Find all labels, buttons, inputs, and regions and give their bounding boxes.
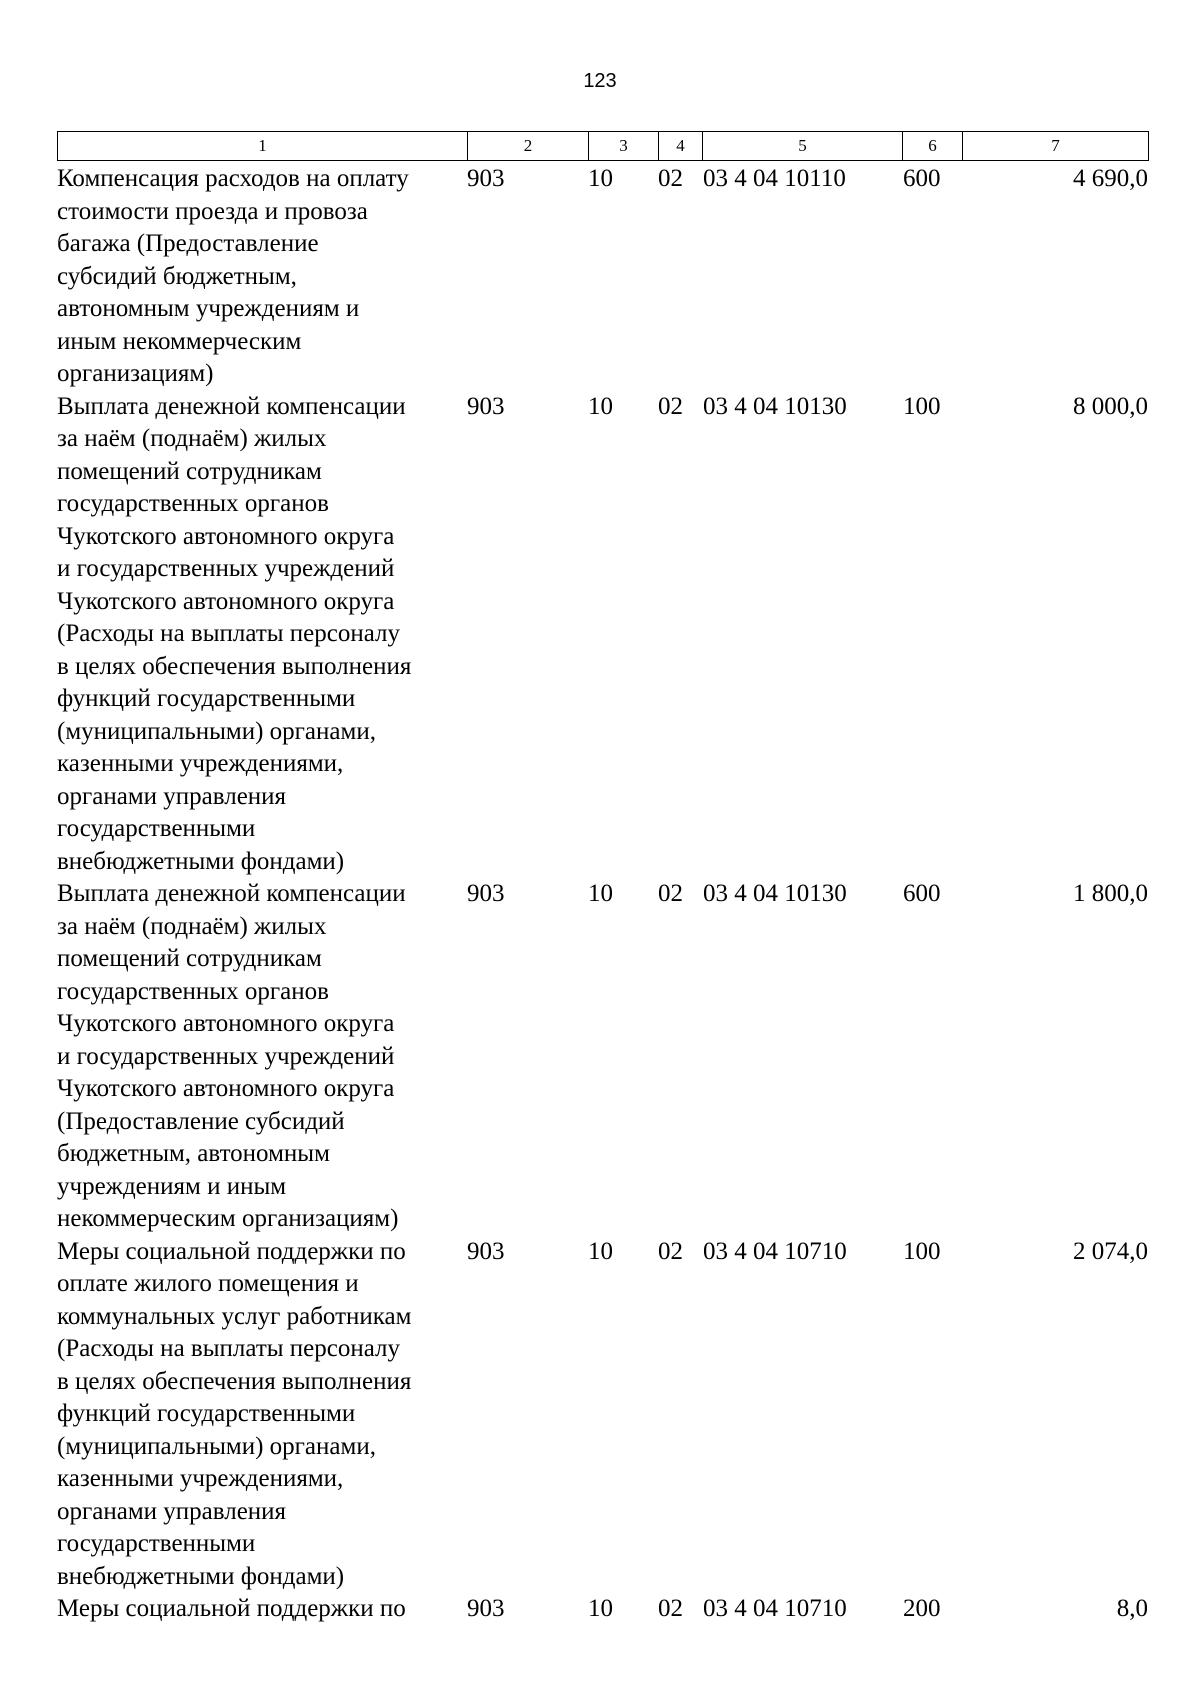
row-name-line: помещений сотрудникам xyxy=(57,457,322,485)
table-row xyxy=(57,1236,1148,1594)
table-row xyxy=(57,163,1148,391)
row-name-line: за наём (поднаём) жилых xyxy=(57,425,327,452)
row-name-line: функций государственными xyxy=(57,685,356,712)
column-header-row xyxy=(58,132,1149,161)
row-target-article: 03 4 04 10130 xyxy=(703,392,847,420)
row-name-line: Чукотского автономного округа xyxy=(57,1075,395,1102)
row-name-line: и государственных учреждений xyxy=(57,555,395,582)
row-target-article: 03 4 04 10710 xyxy=(703,1595,847,1622)
row-name-line: Выплата денежной компенсации xyxy=(57,392,406,420)
row-name-line: за наём (поднаём) жилых xyxy=(57,912,327,940)
row-name-line: (Предоставление субсидий xyxy=(57,1107,345,1135)
table-row xyxy=(57,1593,1148,1626)
row-section: 10 xyxy=(588,880,613,907)
row-name-line: Меры социальной поддержки по xyxy=(57,1595,406,1622)
row-name-line: иным некоммерческим xyxy=(57,327,302,355)
budget-table-body xyxy=(57,163,1148,1626)
row-admin-code: 903 xyxy=(467,880,505,907)
row-name-line: Компенсация расходов на оплату xyxy=(57,165,409,192)
row-admin-code: 903 xyxy=(467,1595,505,1622)
column-header-table xyxy=(57,131,1149,161)
row-name-line: государственными xyxy=(57,1530,256,1557)
row-name-line: внебюджетными фондами) xyxy=(57,847,345,875)
row-name-line: функций государственными xyxy=(57,1400,356,1427)
row-name-line: (Расходы на выплаты персоналу xyxy=(57,1335,401,1362)
row-section: 10 xyxy=(588,1237,613,1265)
row-name-line: (муниципальными) органами, xyxy=(57,1432,376,1460)
row-name-line: и государственных учреждений xyxy=(57,1042,395,1070)
row-name-line: оплате жилого помещения и xyxy=(57,1270,359,1297)
column-header-5: 5 xyxy=(703,132,903,161)
row-name-line: казенными учреждениями, xyxy=(57,750,344,777)
row-name-line: Меры социальной поддержки по xyxy=(57,1237,406,1265)
column-header-6: 6 xyxy=(903,132,963,161)
row-subsection: 02 xyxy=(658,165,683,192)
row-name-line: (муниципальными) органами, xyxy=(57,717,376,745)
row-name-line: помещений сотрудникам xyxy=(57,945,322,972)
row-subsection: 02 xyxy=(658,1595,683,1622)
page-number: 123 xyxy=(583,70,617,92)
column-header-1: 1 xyxy=(58,132,468,161)
row-expense-type: 600 xyxy=(903,880,941,907)
table-row xyxy=(57,878,1148,1236)
row-name-line: в целях обеспечения выполнения xyxy=(57,1367,412,1395)
row-name xyxy=(57,1593,467,1626)
row-name-line: субсидий бюджетным, xyxy=(57,262,297,290)
row-name-line: автономным учреждениям и xyxy=(57,295,360,322)
row-section: 10 xyxy=(588,165,613,192)
row-name-line: государственных органов xyxy=(57,490,329,517)
column-header-2: 2 xyxy=(468,132,589,161)
row-section: 10 xyxy=(588,1595,613,1622)
row-name xyxy=(57,163,467,391)
row-name-line: государственными xyxy=(57,815,256,842)
row-name-line: государственных органов xyxy=(57,977,329,1005)
row-section: 10 xyxy=(588,392,613,420)
row-amount: 2 074,0 xyxy=(1073,1237,1148,1265)
row-admin-code: 903 xyxy=(467,1237,505,1265)
row-name-line: организациям) xyxy=(57,360,214,387)
column-header-4: 4 xyxy=(659,132,703,161)
row-name xyxy=(57,878,467,1236)
row-name-line: Чукотского автономного округа xyxy=(57,522,395,550)
row-amount: 4 690,0 xyxy=(1073,165,1148,192)
row-target-article: 03 4 04 10710 xyxy=(703,1237,847,1265)
row-name-line: некоммерческим организациям) xyxy=(57,1205,399,1232)
row-name-line: казенными учреждениями, xyxy=(57,1465,344,1492)
row-name-line: органами управления xyxy=(57,782,287,810)
row-name-line: багажа (Предоставление xyxy=(57,230,319,257)
row-name-line: Чукотского автономного округа xyxy=(57,1010,395,1037)
row-admin-code: 903 xyxy=(467,165,505,192)
row-expense-type: 100 xyxy=(903,1237,941,1265)
row-subsection: 02 xyxy=(658,1237,683,1265)
row-target-article: 03 4 04 10130 xyxy=(703,880,847,907)
row-name-line: Чукотского автономного округа xyxy=(57,587,395,615)
column-header-7: 7 xyxy=(963,132,1149,161)
column-header-3: 3 xyxy=(589,132,659,161)
row-name-line: коммунальных услуг работникам xyxy=(57,1302,412,1330)
row-name-line: стоимости проезда и провоза xyxy=(57,197,368,225)
row-subsection: 02 xyxy=(658,880,683,907)
row-name-line: внебюджетными фондами) xyxy=(57,1562,345,1590)
row-name xyxy=(57,391,467,879)
row-name-line: (Расходы на выплаты персоналу xyxy=(57,620,401,647)
row-name-line: органами управления xyxy=(57,1497,287,1525)
row-expense-type: 600 xyxy=(903,165,941,192)
row-amount: 1 800,0 xyxy=(1073,880,1148,907)
table-row xyxy=(57,391,1148,879)
row-name-line: учреждениям и иным xyxy=(57,1172,287,1200)
row-admin-code: 903 xyxy=(467,392,505,420)
row-amount: 8 000,0 xyxy=(1073,392,1148,420)
row-name xyxy=(57,1236,467,1594)
row-name-line: бюджетным, автономным xyxy=(57,1140,330,1167)
row-name-line: Выплата денежной компенсации xyxy=(57,880,406,907)
row-expense-type: 200 xyxy=(903,1595,941,1622)
row-amount: 8,0 xyxy=(1116,1595,1148,1622)
row-target-article: 03 4 04 10110 xyxy=(703,165,846,192)
row-name-line: в целях обеспечения выполнения xyxy=(57,652,412,680)
row-expense-type: 100 xyxy=(903,392,941,420)
row-subsection: 02 xyxy=(658,392,683,420)
